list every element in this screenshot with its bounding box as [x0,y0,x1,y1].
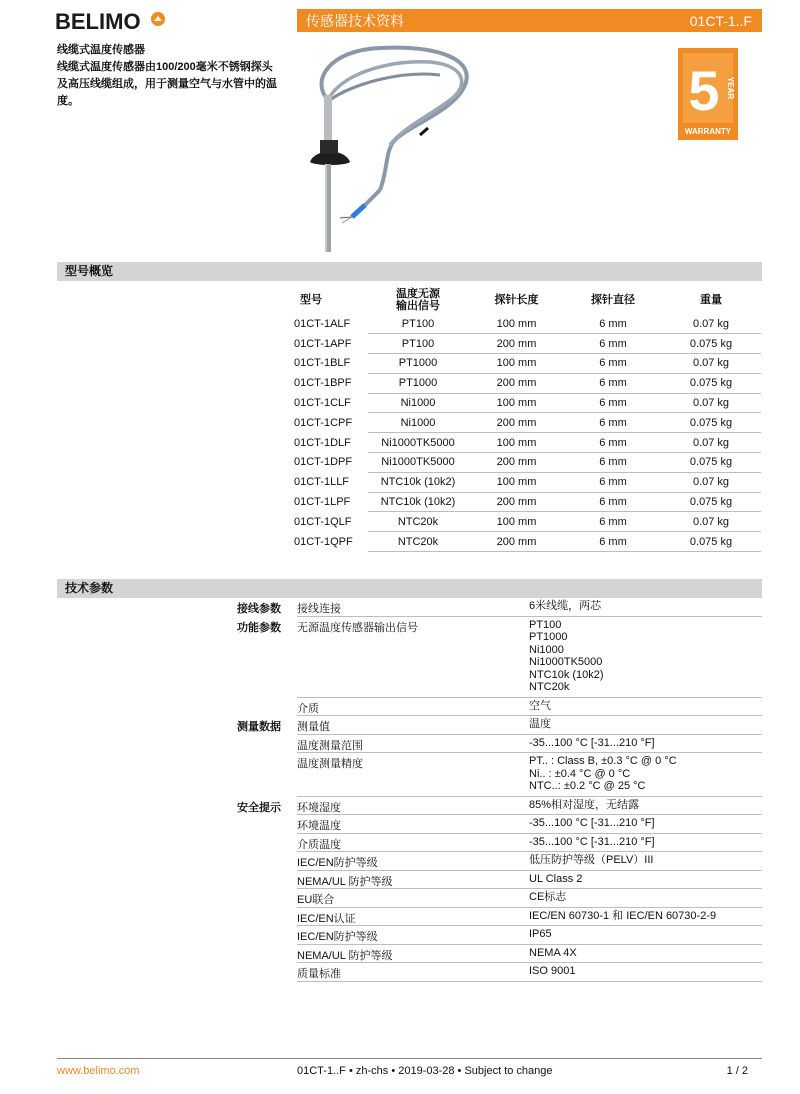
model-code-cell: 01CT-1DLF [294,436,351,449]
table-cell: PT1000 [368,354,468,374]
table-row [290,373,761,393]
column-header: 型号 [300,294,322,306]
spec-divider [297,851,762,852]
table-cell: 0.075 kg [661,453,761,473]
sensor-product-image [290,40,490,255]
table-cell: 0.07 kg [661,393,761,413]
table-cell: 6 mm [565,373,661,393]
table-cell: PT100 [368,334,468,354]
table-cell: 0.07 kg [661,472,761,492]
table-cell: 0.07 kg [661,512,761,532]
spec-divider [297,944,762,945]
table-cell: NTC10k (10k2) [368,492,468,512]
spec-group-label: 测量数据 [237,721,281,733]
spec-value-line: NTC..: ±0.2 °C @ 25 °C [529,780,646,792]
table-row [290,393,761,413]
spec-value [529,799,761,812]
spec-value-line: 空气 [529,699,551,712]
spec-value [529,891,761,904]
table-row [290,453,761,473]
spec-value [529,836,761,849]
spec-divider [297,833,762,834]
table-cell: Ni1000 [368,413,468,433]
table-row [290,433,761,453]
spec-value [529,817,761,830]
model-code-cell: 01CT-1QLF [294,515,352,528]
table-cell: 0.075 kg [661,413,761,433]
spec-value-line: PT.. : Class B, ±0.3 °C @ 0 °C [529,755,677,767]
table-cell: 0.075 kg [661,373,761,393]
table-cell: 6 mm [565,354,661,374]
table-cell: PT1000 [368,373,468,393]
spec-divider [297,962,762,963]
table-cell: 0.075 kg [661,334,761,354]
warranty-badge-icon [678,48,738,140]
table-cell: 100 mm [468,354,565,374]
spec-divider [297,925,762,926]
spec-label: 介质温度 [297,838,341,851]
table-cell: 100 mm [468,314,565,334]
spec-label: 环境温度 [297,820,341,832]
spec-value-line: UL Class 2 [529,872,583,885]
spec-label: 介质 [297,702,319,715]
spec-label: 环境湿度 [297,801,341,814]
models-table-header [290,286,761,314]
spec-value-line: IEC/EN 60730-1 和 IEC/EN 60730-2-9 [529,909,717,922]
table-cell: 6 mm [565,433,661,453]
spec-value-line: -35...100 °C [-31...210 °F] [529,817,655,829]
spec-divider [297,870,762,871]
models-table [290,286,761,552]
table-cell: 6 mm [565,393,661,413]
spec-label: EU联合 [297,894,335,906]
spec-value-line: NEMA 4X [529,946,577,959]
intro-description: 线缆式温度传感器由100/200毫米不锈钢探头及高压线缆组成，用于测量空气与水管中的温度。 [57,61,277,107]
model-code-cell: 01CT-1CPF [294,416,353,429]
table-cell: 6 mm [565,472,661,492]
logo-mark-icon [150,11,166,27]
spec-value [529,947,761,960]
spec-value-line: Ni1000TK5000 [529,656,603,668]
spec-value [529,965,761,978]
spec-divider [297,715,762,716]
table-cell: 6 mm [565,512,661,532]
spec-value-line: Ni1000 [529,643,564,656]
models-section-title: 型号概览 [57,262,762,281]
spec-group-label: 安全提示 [237,801,281,814]
table-cell: 200 mm [468,373,565,393]
spec-label: 温度测量精度 [297,758,363,770]
spec-label: 无源温度传感器输出信号 [297,621,418,634]
spec-value-line: NTC20k [529,681,570,693]
intro-heading: 线缆式温度传感器 [57,44,145,56]
table-row [290,354,761,374]
table-cell: 0.075 kg [661,492,761,512]
table-cell: 6 mm [565,413,661,433]
spec-value-line: ISO 9001 [529,965,576,977]
tech-section-title: 技术参数 [57,579,762,598]
table-cell: NTC20k [368,512,468,532]
model-code-cell: 01CT-1BPF [294,377,352,390]
spec-label: NEMA/UL 防护等级 [297,875,393,888]
model-code-cell: 01CT-1LLF [294,476,350,489]
spec-value-line: -35...100 °C [-31...210 °F] [529,736,655,749]
table-cell: 100 mm [468,393,565,413]
spec-label: IEC/EN防护等级 [297,931,378,943]
spec-value [529,718,761,731]
spec-label: IEC/EN认证 [297,912,356,925]
table-cell: Ni1000 [368,393,468,413]
warranty-text: WARRANTY [684,127,732,136]
spec-label: 温度测量范围 [297,739,363,752]
table-cell: 100 mm [468,512,565,532]
model-code-cell: 01CT-1APF [294,337,352,350]
table-row [290,492,761,512]
spec-divider [297,697,762,698]
table-cell: 100 mm [468,472,565,492]
spec-group-label: 接线参数 [237,603,281,615]
warranty-number: 5 [688,59,720,122]
spec-value [529,928,761,941]
spec-divider [297,796,762,797]
spec-label: 质量标准 [297,968,341,980]
footer-page-number: 1 / 2 [726,1065,748,1077]
table-cell: 0.07 kg [661,354,761,374]
spec-value [529,600,761,613]
table-cell: 200 mm [468,413,565,433]
table-cell: 0.07 kg [661,433,761,453]
table-row [290,413,761,433]
table-cell: 6 mm [565,492,661,512]
belimo-logo [55,9,160,35]
spec-label: 接线连接 [297,603,341,615]
spec-value-line: 低压防护等级（PELV）III [529,854,654,866]
spec-divider [297,814,762,815]
model-code-cell: 01CT-1QPF [294,535,353,548]
header-bar [297,9,762,32]
doc-title: 传感器技术资料 [306,12,404,29]
spec-divider [297,616,762,617]
spec-value [529,873,761,886]
spec-label: 测量值 [297,721,330,733]
footer-divider [57,1058,762,1059]
table-cell: 200 mm [468,492,565,512]
spec-divider [297,734,762,735]
table-cell: 6 mm [565,532,661,552]
spec-value-line: 温度 [529,718,551,730]
spec-value-line: PT1000 [529,631,568,643]
model-code-cell: 01CT-1DPF [294,456,353,469]
table-cell: 6 mm [565,334,661,354]
footer-doc-info: 01CT-1..F • zh-chs • 2019-03-28 • Subject to change [297,1065,553,1077]
table-cell: NTC20k [368,532,468,552]
model-code-cell: 01CT-1ALF [294,317,351,330]
spec-value-line: Ni.. : ±0.4 °C @ 0 °C [529,767,631,780]
spec-value-line: -35...100 °C [-31...210 °F] [529,835,655,848]
model-code-cell: 01CT-1BLF [294,357,351,370]
table-row [290,512,761,532]
spec-value-line: NTC10k (10k2) [529,668,604,681]
model-code-cell: 01CT-1LPF [294,496,351,509]
table-row [290,334,761,354]
spec-value-line: IP65 [529,928,552,940]
column-header: 重量 [700,294,722,306]
table-cell: 100 mm [468,433,565,453]
doc-code: 01CT-1..F [689,12,752,29]
spec-value-line: CE标志 [529,891,567,903]
table-cell: 6 mm [565,453,661,473]
column-header: 探针长度 [494,294,539,306]
table-row [290,532,761,552]
table-cell: 200 mm [468,334,565,354]
table-cell: 200 mm [468,532,565,552]
column-header: 探针直径 [591,294,635,306]
table-row [290,314,761,334]
column-header [368,286,468,314]
model-code-cell: 01CT-1CLF [294,397,351,410]
table-cell: Ni1000TK5000 [368,453,468,473]
spec-divider [297,752,762,753]
spec-divider [297,888,762,889]
table-cell: Ni1000TK5000 [368,433,468,453]
spec-label: NEMA/UL 防护等级 [297,949,393,962]
spec-divider [297,981,762,982]
spec-value [529,854,761,867]
table-row [290,472,761,492]
table-cell: 0.07 kg [661,314,761,334]
spec-value [529,755,761,793]
spec-divider [297,907,762,908]
spec-label: IEC/EN防护等级 [297,857,378,869]
spec-value [529,700,761,713]
spec-value [529,619,761,694]
table-cell: 0.075 kg [661,532,761,552]
table-cell: 200 mm [468,453,565,473]
table-cell: NTC10k (10k2) [368,472,468,492]
spec-value-line: PT100 [529,618,562,631]
brand-name: BELIMO [55,9,141,34]
spec-value-line: 85%相对湿度，无结露 [529,798,640,811]
intro [57,42,282,110]
footer-website-link[interactable]: www.belimo.com [57,1065,140,1077]
warranty-year: YEAR [726,76,735,100]
spec-value [529,737,761,750]
table-cell: 6 mm [565,314,661,334]
spec-value-line: 6米线缆，两芯 [529,600,602,612]
spec-value [529,910,761,923]
column-header-label: 温度无源输出信号 [396,288,440,312]
spec-group-label: 功能参数 [237,621,281,634]
table-cell: PT100 [368,314,468,334]
